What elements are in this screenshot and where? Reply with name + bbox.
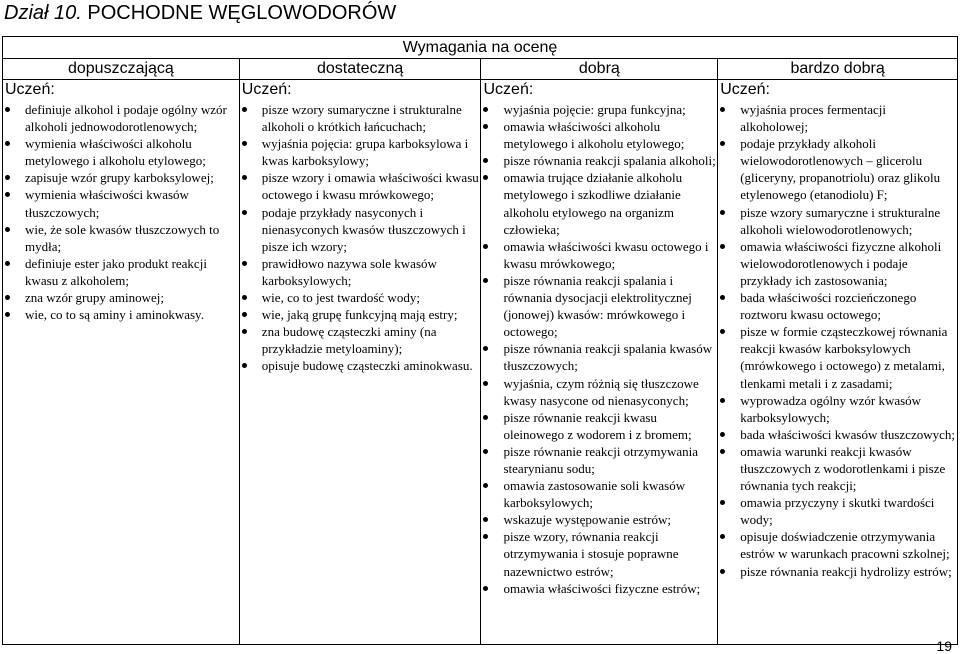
list-item: zna budowę cząsteczki aminy (na przykładzie metyloaminy);: [240, 323, 481, 357]
list-item: wyjaśnia, czym różnią się tłuszczowe kwasy nasycone od nienasyconych;: [481, 375, 717, 409]
list-item: bada właściwości rozcieńczonego roztworu kwasu octowego;: [718, 289, 957, 323]
requirements-column-3: [481, 80, 718, 645]
page-header: [4, 2, 396, 25]
list-item: pisze równania reakcji spalania alkoholi;: [481, 152, 717, 169]
list-item: wyjaśnia pojęcie: grupa funkcyjna;: [481, 101, 717, 118]
list-item: definiuje alkohol i podaje ogólny wzór alkoholi jednowodorotlenowych;: [3, 101, 239, 135]
list-item: omawia właściwości alkoholu metylowego i alkoholu etylowego;: [481, 118, 717, 152]
list-item: wymienia właściwości alkoholu metylowego i alkoholu etylowego;: [3, 135, 239, 169]
requirements-column-2: [239, 80, 481, 645]
grade-header-3: dobrą: [481, 59, 718, 80]
list-item: pisze równania reakcji hydrolizy estrów;: [718, 563, 957, 580]
list-item: wyprowadza ogólny wzór kwasów karboksylowych;: [718, 392, 957, 426]
requirements-list: [718, 101, 957, 580]
requirements-list: [3, 101, 239, 323]
list-item: omawia przyczyny i skutki twardości wody;: [718, 494, 957, 528]
list-item: opisuje budowę cząsteczki aminokwasu.: [240, 357, 481, 374]
list-item: podaje przykłady nasyconych i nienasyconych kwasów tłuszczowych i pisze ich wzory;: [240, 204, 481, 255]
list-item: pisze wzory sumaryczne i strukturalne alkoholi o krótkich łańcuchach;: [240, 101, 481, 135]
requirements-list: [240, 101, 481, 375]
list-item: opisuje doświadczenie otrzymywania estrów w warunkach pracowni szkolnej;: [718, 528, 957, 562]
list-item: definiuje ester jako produkt reakcji kwasu z alkoholem;: [3, 255, 239, 289]
list-item: wyjaśnia pojęcia: grupa karboksylowa i kwas karboksylowy;: [240, 135, 481, 169]
requirements-table: [2, 36, 958, 645]
list-item: podaje przykłady alkoholi wielowodorotlenowych – glicerolu (gliceryny, propanotriolu) oraz glikolu etylenowego (etanodiolu) F;: [718, 135, 957, 203]
list-item: pisze równanie reakcji otrzymywania stearynianu sodu;: [481, 443, 717, 477]
requirements-list: [481, 101, 717, 597]
list-item: pisze równanie reakcji kwasu oleinowego z wodorem i z bromem;: [481, 409, 717, 443]
list-item: pisze równania reakcji spalania kwasów tłuszczowych;: [481, 340, 717, 374]
list-item: bada właściwości kwasów tłuszczowych;: [718, 426, 957, 443]
column-heading: Uczeń:: [483, 81, 534, 98]
list-item: omawia zastosowanie soli kwasów karboksylowych;: [481, 477, 717, 511]
column-heading: Uczeń:: [720, 81, 770, 98]
requirements-column-1: [3, 80, 240, 645]
list-item: omawia trujące działanie alkoholu metylowego i szkodliwe działanie alkoholu etylowego na organizm człowieka;: [481, 169, 717, 237]
list-item: omawia właściwości kwasu octowego i kwasu mrówkowego;: [481, 238, 717, 272]
list-item: wskazuje występowanie estrów;: [481, 511, 717, 528]
grade-header-4: bardzo dobrą: [718, 59, 958, 80]
grade-header-1: dopuszczającą: [3, 59, 240, 80]
list-item: pisze równania reakcji spalania i równania dysocjacji elektrolitycznej (jonowej) kwasów: mrówkowego i octowego;: [481, 272, 717, 340]
list-item: prawidłowo nazywa sole kwasów karboksylowych;: [240, 255, 481, 289]
list-item: wyjaśnia proces fermentacji alkoholowej;: [718, 101, 957, 135]
list-item: pisze wzory i omawia właściwości kwasu octowego i kwasu mrówkowego;: [240, 169, 481, 203]
list-item: wie, co to są aminy i aminokwasy.: [3, 306, 239, 323]
list-item: pisze wzory sumaryczne i strukturalne alkoholi wielowodorotlenowych;: [718, 204, 957, 238]
list-item: pisze w formie cząsteczkowej równania reakcji kwasów karboksylowych (mrówkowego i octowego) z metalami, tlenkami metali i z zasadami;: [718, 323, 957, 391]
column-heading: Uczeń:: [241, 81, 292, 98]
list-item: wymienia właściwości kwasów tłuszczowych;: [3, 186, 239, 220]
list-item: omawia warunki reakcji kwasów tłuszczowych z wodorotlenkami i pisze równania tych reakcji;: [718, 443, 957, 494]
list-item: zapisuje wzór grupy karboksylowej;: [3, 169, 239, 186]
list-item: zna wzór grupy aminowej;: [3, 289, 239, 306]
grade-header-2: dostateczną: [239, 59, 481, 80]
column-heading: Uczeń:: [5, 81, 55, 98]
requirements-column-4: [718, 80, 958, 645]
list-item: wie, że sole kwasów tłuszczowych to mydła;: [3, 221, 239, 255]
chapter-label: Dział 10.: [4, 2, 82, 24]
list-item: omawia właściwości fizyczne estrów;: [481, 580, 717, 597]
list-item: pisze wzory, równania reakcji otrzymywania i stosuje poprawne nazewnictwo estrów;: [481, 528, 717, 579]
table-title: Wymagania na ocenę: [3, 37, 958, 59]
chapter-title: POCHODNE WĘGLOWODORÓW: [87, 2, 397, 24]
list-item: omawia właściwości fizyczne alkoholi wielowodorotlenowych i podaje przykłady ich zastosowania;: [718, 238, 957, 289]
list-item: wie, co to jest twardość wody;: [240, 289, 481, 306]
page-number: 19: [936, 638, 952, 654]
list-item: wie, jaką grupę funkcyjną mają estry;: [240, 306, 481, 323]
